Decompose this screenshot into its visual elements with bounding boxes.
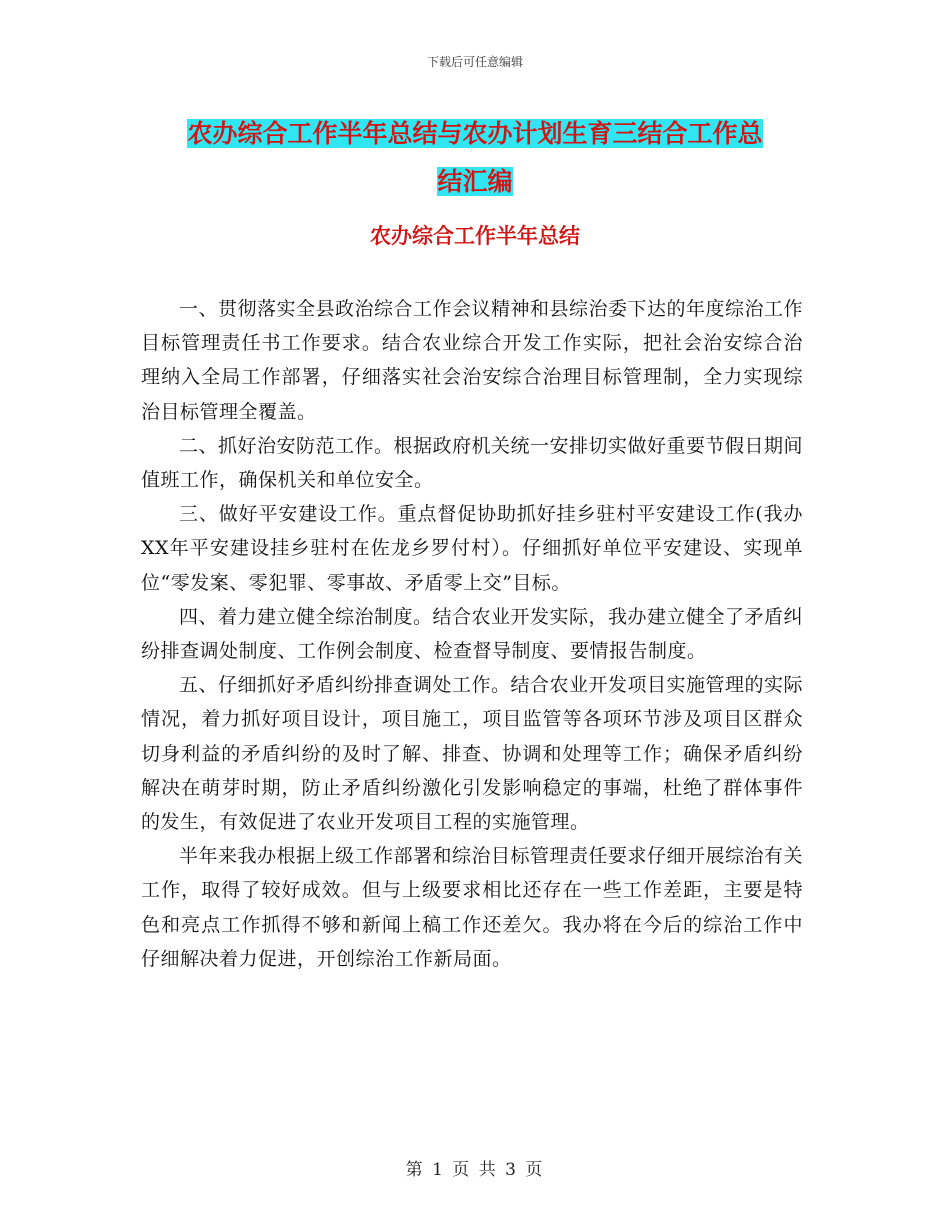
page-number-footer: 第 1 页 共 3 页 bbox=[405, 1160, 545, 1180]
paragraph-4: 四、着力建立健全综治制度。结合农业开发实际，我办建立健全了矛盾纠纷排查调处制度、工作例会制度、检查督导制度、要情报告制度。 bbox=[141, 605, 804, 663]
document-title-line-1: 农办综合工作半年总结与农办计划生育三结合工作总 bbox=[187, 119, 763, 148]
paragraph-6: 半年来我办根据上级工作部署和综治目标管理责任要求仔细开展综治有关工作，取得了较好成效。但与上级要求相比还存在一些工作差距，主要是特色和亮点工作抓得不够和新闻上稿工作还差欠。我办将在今后的综治工作中仔细解决着力促进，开创综治工作新局面。 bbox=[141, 845, 804, 970]
document-title bbox=[140, 110, 810, 206]
paragraph-1: 一、贯彻落实全县政治综合工作会议精神和县综治委下达的年度综治工作目标管理责任书工作要求。结合农业综合开发工作实际，把社会治安综合治理纳入全局工作部署，仔细落实社会治安综合治理目标管理制，全力实现综治目标管理全覆盖。 bbox=[141, 298, 804, 423]
section-title: 农办综合工作半年总结 bbox=[370, 224, 580, 248]
document-body bbox=[141, 292, 803, 976]
header-note: 下载后可任意编辑 bbox=[426, 55, 523, 69]
document-title-line-2: 结汇编 bbox=[437, 167, 513, 196]
paragraph-3: 三、做好平安建设工作。重点督促协助抓好挂乡驻村平安建设工作(我办XX年平安建设挂乡驻村在佐龙乡罗付村）。仔细抓好单位平安建设、实现单位“零发案、零犯罪、零事故、矛盾零上交”目标。 bbox=[141, 503, 803, 594]
paragraph-5: 五、仔细抓好矛盾纠纷排查调处工作。结合农业开发项目实施管理的实际情况，着力抓好项目设计，项目施工，项目监管等各项环节涉及项目区群众切身利益的矛盾纠纷的及时了解、排查、协调和处理等工作；确保矛盾纠纷解决在萌芽时期，防止矛盾纠纷激化引发影响稳定的事端，杜绝了群体事件的发生，有效促进了农业开发项目工程的实施管理。 bbox=[141, 674, 804, 834]
paragraph-2: 二、抓好治安防范工作。根据政府机关统一安排切实做好重要节假日期间值班工作，确保机关和单位安全。 bbox=[141, 434, 804, 492]
